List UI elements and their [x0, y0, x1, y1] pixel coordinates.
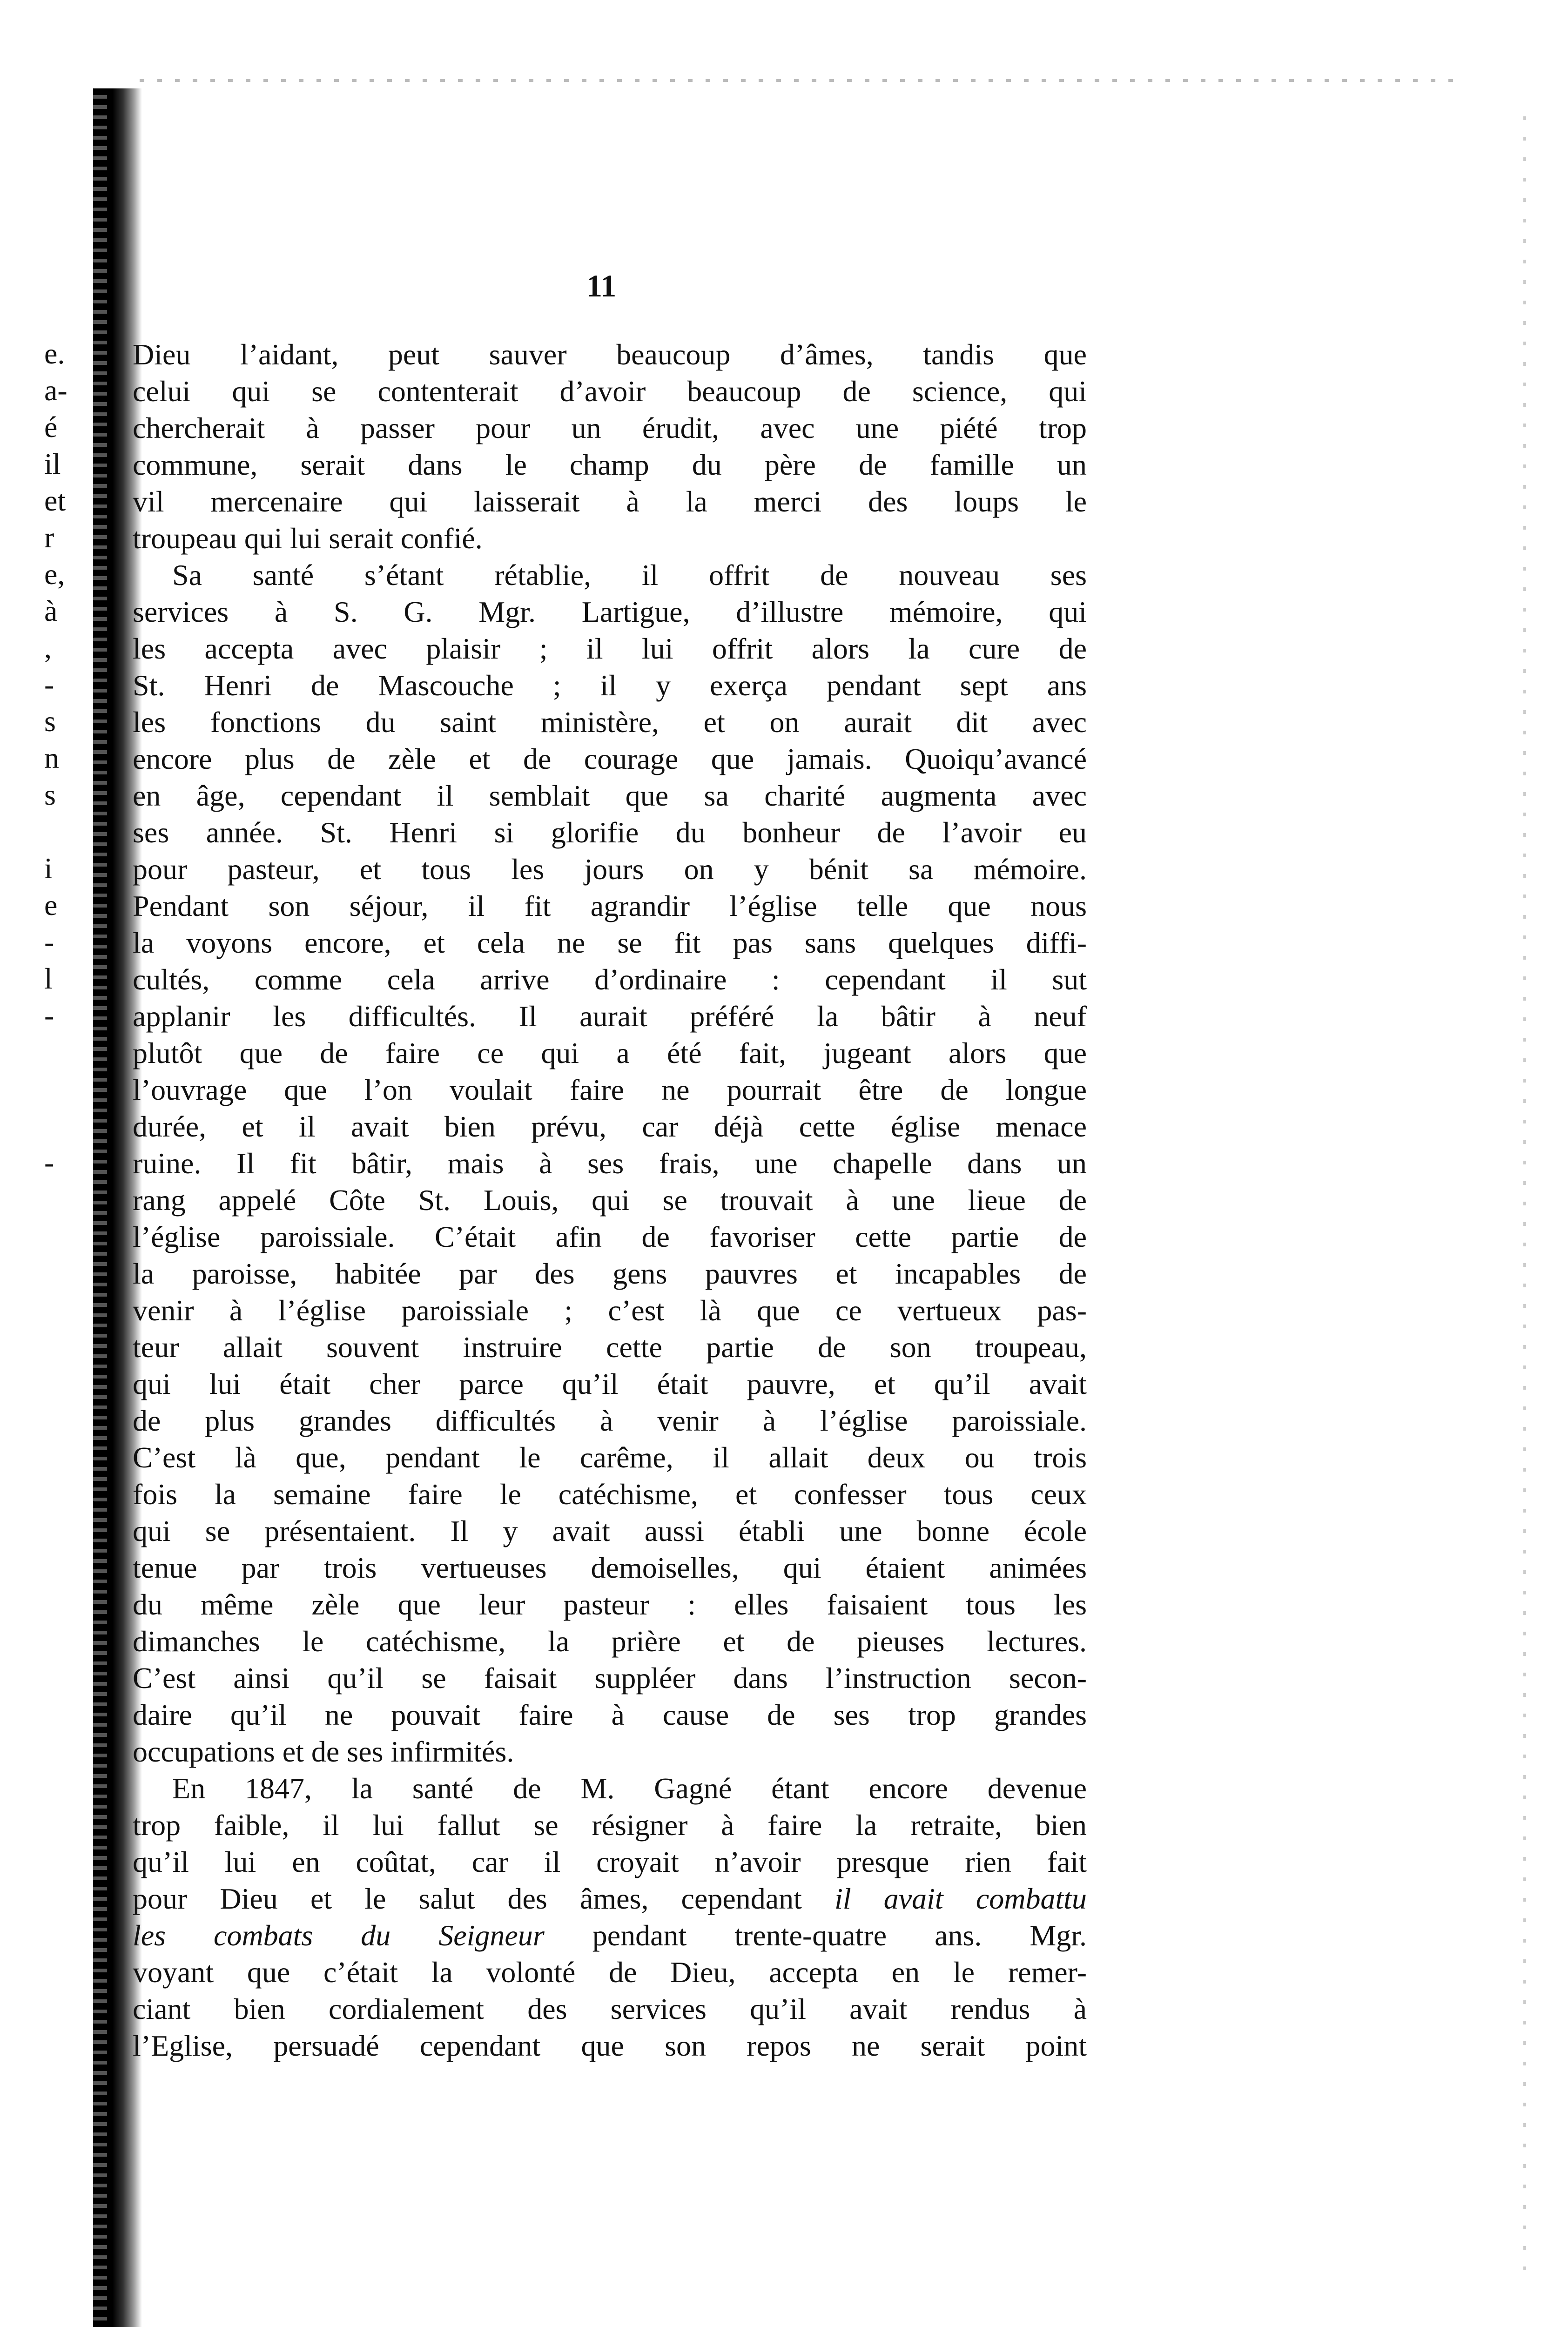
margin-fragment	[44, 1217, 95, 1254]
margin-fragment: n	[44, 741, 59, 774]
text-line: occupations et de ses infirmités.	[133, 1735, 514, 1768]
margin-fragment: i	[44, 852, 53, 885]
text-line: de plus grandes difficultés à venir à l’église paroissiale.	[133, 1404, 1087, 1437]
margin-fragment	[44, 1732, 95, 1769]
italic-run: il avait combattu	[834, 1882, 1087, 1915]
margin-fragment: il	[44, 447, 61, 480]
text-line: les fonctions du saint ministère, et on aurait dit avec	[133, 706, 1087, 739]
text-line: durée, et il avait bien prévu, car déjà cette église menace	[133, 1110, 1087, 1143]
margin-fragment: e	[44, 888, 58, 921]
margin-fragment	[44, 1769, 95, 1806]
margin-fragment	[44, 1548, 95, 1585]
text-line: C’est là que, pendant le carême, il allait deux ou trois	[133, 1441, 1087, 1474]
text-line: ruine. Il fit bâtir, mais à ses frais, une chapelle dans un	[133, 1147, 1087, 1180]
margin-fragment	[44, 1034, 95, 1070]
text-line: ciant bien cordialement des services qu’il avait rendus à	[133, 1992, 1087, 2025]
text-run: pour Dieu et le salut des âmes, cependant	[133, 1882, 835, 1915]
margin-fragment	[44, 2137, 95, 2173]
text-line: St. Henri de Mascouche ; il y exerça pendant sept ans	[133, 669, 1087, 702]
text-line: les accepta avec plaisir ; il lui offrit alors la cure de	[133, 632, 1087, 665]
text-line: la paroisse, habitée par des gens pauvres et incapables de	[133, 1257, 1087, 1290]
margin-fragment: et	[44, 484, 66, 517]
text-line: plutôt que de faire ce qui a été fait, jugeant alors que	[133, 1036, 1087, 1069]
text-line: du même zèle que leur pasteur : elles faisaient tous les	[133, 1588, 1087, 1621]
text-line: ses année. St. Henri si glorifie du bonheur de l’avoir eu	[133, 816, 1087, 849]
margin-fragment: e,	[44, 558, 65, 591]
text-line: cultés, comme cela arrive d’ordinaire : cependant il sut	[133, 963, 1087, 996]
margin-fragment: a-	[44, 374, 67, 407]
margin-fragment	[44, 2026, 95, 2063]
margin-fragment	[44, 1070, 95, 1107]
margin-fragment: l	[44, 962, 53, 995]
facing-page-margin	[44, 335, 95, 2173]
margin-fragment	[44, 1475, 95, 1512]
margin-fragment	[44, 1843, 95, 1879]
margin-fragment	[44, 1916, 95, 1953]
margin-fragment: -	[44, 1146, 54, 1179]
text-line: teur allait souvent instruire cette partie de son troupeau,	[133, 1331, 1087, 1364]
text-line: qui lui était cher parce qu’il était pauvre, et qu’il avait	[133, 1367, 1087, 1400]
margin-fragment: ,	[44, 631, 52, 664]
text-line: daire qu’il ne pouvait faire à cause de ses trop grandes	[133, 1698, 1087, 1731]
text-line: qu’il lui en coûtat, car il croyait n’avoir presque rien fait	[133, 1845, 1087, 1878]
text-line: l’ouvrage que l’on voulait faire ne pourrait être de longue	[133, 1073, 1087, 1106]
margin-fragment: é	[44, 410, 58, 444]
margin-fragment	[44, 1879, 95, 1916]
italic-run: les combats du Seigneur	[133, 1919, 592, 1952]
page-top-edge	[140, 79, 1466, 82]
text-line: Dieu l’aidant, peut sauver beaucoup d’âmes, tandis que	[133, 338, 1087, 371]
text-line: En 1847, la santé de M. Gagné étant encore devenue	[172, 1772, 1087, 1805]
text-line: dimanches le catéchisme, la prière et de pieuses lectures.	[133, 1625, 1087, 1658]
margin-fragment	[44, 1695, 95, 1732]
margin-fragment	[44, 1990, 95, 2026]
margin-fragment	[44, 1512, 95, 1548]
margin-fragment	[44, 1806, 95, 1843]
margin-fragment	[44, 1107, 95, 1144]
margin-fragment	[44, 1365, 95, 1401]
text-line	[133, 1917, 1087, 1954]
margin-fragment	[44, 1659, 95, 1695]
text-line: la voyons encore, et cela ne se fit pas sans quelques diffi-	[133, 926, 1087, 959]
margin-fragment: r	[44, 521, 54, 554]
margin-fragment	[44, 1401, 95, 1438]
text-line: fois la semaine faire le catéchisme, et confesser tous ceux	[133, 1478, 1087, 1511]
text-line: l’église paroissiale. C’était afin de favoriser cette partie de	[133, 1220, 1087, 1253]
margin-fragment	[44, 2100, 95, 2137]
margin-fragment: s	[44, 778, 56, 811]
text-line: troupeau qui lui serait confié.	[133, 522, 483, 555]
margin-fragment: -	[44, 925, 54, 958]
page-number: 11	[586, 268, 617, 303]
margin-fragment	[44, 1181, 95, 1217]
margin-fragment: -	[44, 999, 54, 1032]
margin-fragment	[44, 1585, 95, 1622]
margin-fragment	[44, 1438, 95, 1475]
text-line: en âge, cependant il semblait que sa charité augmenta avec	[133, 779, 1087, 812]
margin-fragment	[44, 813, 95, 850]
margin-fragment	[44, 2063, 95, 2100]
text-line: services à S. G. Mgr. Lartigue, d’illustre mémoire, qui	[133, 595, 1087, 628]
text-line: C’est ainsi qu’il se faisait suppléer dans l’instruction secon-	[133, 1661, 1087, 1695]
margin-fragment	[44, 1953, 95, 1990]
margin-fragment	[44, 1291, 95, 1328]
margin-fragment	[44, 1254, 95, 1291]
text-line: rang appelé Côte St. Louis, qui se trouvait à une lieue de	[133, 1184, 1087, 1217]
text-run: pendant trente-quatre ans. Mgr.	[592, 1919, 1087, 1952]
text-line: voyant que c’était la volonté de Dieu, accepta en le remer-	[133, 1956, 1087, 1989]
page-right-edge	[1523, 116, 1526, 2280]
text-line	[133, 1880, 1087, 1917]
text-line: l’Eglise, persuadé cependant que son repos ne serait point	[133, 2029, 1087, 2062]
margin-fragment	[44, 1622, 95, 1659]
margin-fragment: e.	[44, 337, 65, 370]
margin-fragment: s	[44, 705, 56, 738]
margin-fragment	[44, 1328, 95, 1365]
text-line: trop faible, il lui fallut se résigner à faire la retraite, bien	[133, 1809, 1087, 1842]
margin-fragment: à	[44, 594, 58, 627]
text-line: chercherait à passer pour un érudit, avec une piété trop	[133, 411, 1087, 444]
text-line: Sa santé s’étant rétablie, il offrit de nouveau ses	[172, 558, 1087, 592]
text-line: vil mercenaire qui laisserait à la merci des loups le	[133, 485, 1087, 518]
margin-fragment: -	[44, 668, 54, 701]
text-line: commune, serait dans le champ du père de famille un	[133, 448, 1087, 481]
body-text	[133, 336, 1087, 2064]
text-line: celui qui se contenterait d’avoir beaucoup de science, qui	[133, 375, 1087, 408]
text-line: Pendant son séjour, il fit agrandir l’église telle que nous	[133, 889, 1087, 922]
text-line: encore plus de zèle et de courage que jamais. Quoiqu’avancé	[133, 742, 1087, 775]
text-line: qui se présentaient. Il y avait aussi établi une bonne école	[133, 1514, 1087, 1547]
text-line: tenue par trois vertueuses demoiselles, qui étaient animées	[133, 1551, 1087, 1584]
text-line: venir à l’église paroissiale ; c’est là que ce vertueux pas-	[133, 1294, 1087, 1327]
text-line: applanir les difficultés. Il aurait préféré la bâtir à neuf	[133, 1000, 1087, 1033]
text-line: pour pasteur, et tous les jours on y bénit sa mémoire.	[133, 853, 1087, 886]
